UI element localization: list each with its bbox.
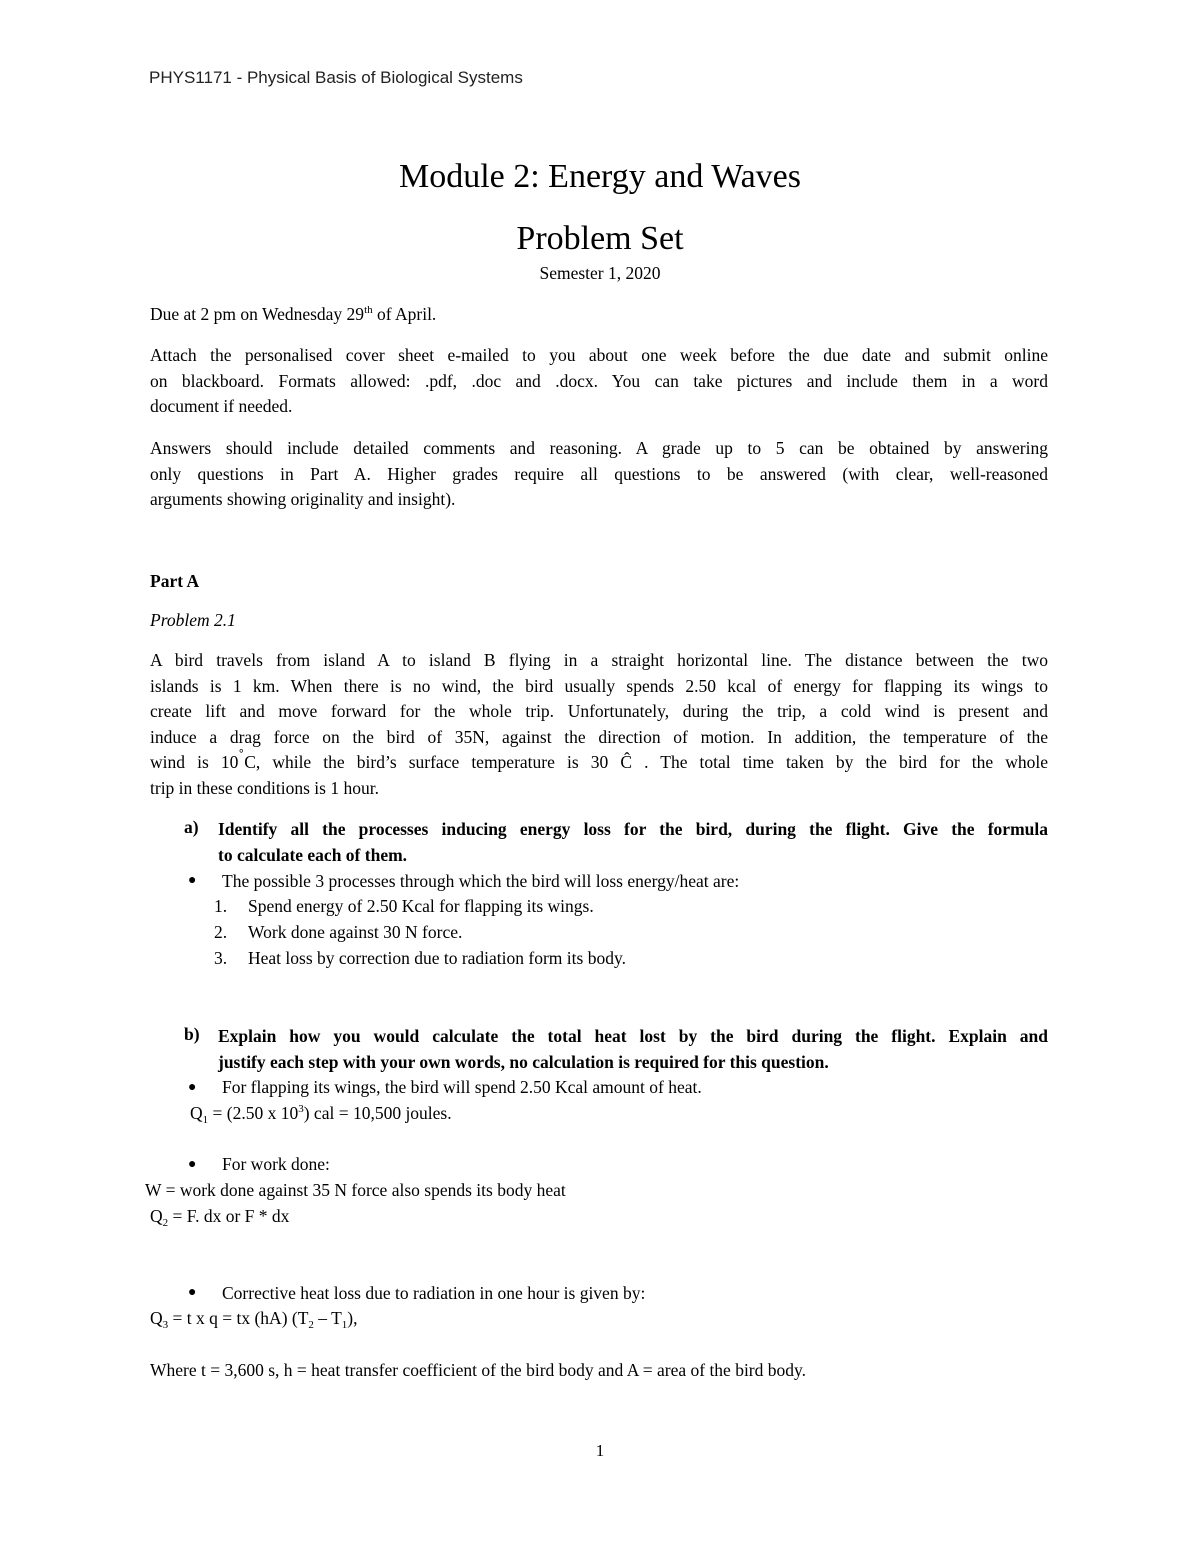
question-a-label: a) <box>184 817 199 837</box>
problem-heading: Problem 2.1 <box>150 610 236 630</box>
list-number: 3. <box>214 948 228 968</box>
bullet-icon: ● <box>188 1080 197 1095</box>
list-item: Heat loss by correction due to radiation form its body. <box>248 948 626 968</box>
due-date: Due at 2 pm on Wednesday 29th of April. <box>150 304 437 324</box>
problem-text: A bird travels from island A to island B flying in a straight horizontal line. The distance between the two islands is 1 km. When there is no wind, the bird usually spends 2.50 kcal of energy for flapping its wings to create lift and move forward for the whole trip. Unfortunately, during the trip, a cold wind is present and induce a drag force on the bird of 35N, against the direction of motion. In addition, the temperature of the wind is 10˚C, while the bird’s surface temperature is 30 Ĉ . The total time taken by the bird for the whole trip in these conditions is 1 hour. <box>150 650 1048 798</box>
equation-q1: $Q_1 = (2.50$ x $10^3$) cal = 10,500 joules. <box>190 1103 452 1126</box>
bullet-icon: ● <box>188 873 197 888</box>
list-number: 1. <box>214 896 228 916</box>
question-b-text: Explain how you would calculate the total heat lost by the bird during the flight. Explain and justify each step with your own words, no calculation is required for this question. <box>218 1026 1048 1072</box>
answer-b-bullet-1: For flapping its wings, the bird will spend 2.50 Kcal amount of heat. <box>222 1077 702 1097</box>
list-item: Work done against 30 N force. <box>248 922 463 942</box>
page-number: 1 <box>595 1441 605 1460</box>
where-line: Where t = 3,600 s, h = heat transfer coefficient of the bird body and A = area of the bird body. <box>150 1360 807 1380</box>
equation-q3: $Q_3 = t$ x q = tx (hA) $(T_2 - T_1)$, <box>150 1308 358 1331</box>
answer-a-bullet: The possible 3 processes through which the bird will loss energy/heat are: <box>222 871 740 891</box>
part-a-heading: Part A <box>150 571 200 591</box>
attach-paragraph: Attach the personalised cover sheet e-mailed to you about one week before the due date and submit online on blackboard. Formats allowed: .pdf, .doc and .docx. You can take pictures and include them in a word document if needed. <box>150 345 1048 417</box>
semester-line: Semester 1, 2020 <box>539 263 661 283</box>
work-line: W = work done against 35 N force also spends its body heat <box>145 1180 566 1200</box>
list-number: 2. <box>214 922 228 942</box>
document-subtitle: Problem Set <box>516 220 684 257</box>
question-a-text: Identify all the processes inducing energy loss for the bird, during the flight. Give the formula to calculate each of them. <box>218 819 1048 865</box>
running-header: PHYS1171 - Physical Basis of Biological Systems <box>149 68 523 87</box>
list-item: Spend energy of 2.50 Kcal for flapping its wings. <box>248 896 594 916</box>
answer-b-bullet-2: For work done: <box>222 1154 330 1174</box>
document-title: Module 2: Energy and Waves <box>398 158 802 195</box>
answer-b-bullet-3: Corrective heat loss due to radiation in one hour is given by: <box>222 1283 646 1303</box>
answers-paragraph: Answers should include detailed comments and reasoning. A grade up to 5 can be obtained by answering only questions in Part A. Higher grades require all questions to be answered (with clear, well-reasoned arguments showing originality and insight). <box>150 438 1048 510</box>
question-b-label: b) <box>184 1024 200 1044</box>
equation-q2: $Q_2 = F$. dx or F * dx <box>150 1206 290 1229</box>
bullet-icon: ● <box>188 1285 197 1300</box>
bullet-icon: ● <box>188 1157 197 1172</box>
